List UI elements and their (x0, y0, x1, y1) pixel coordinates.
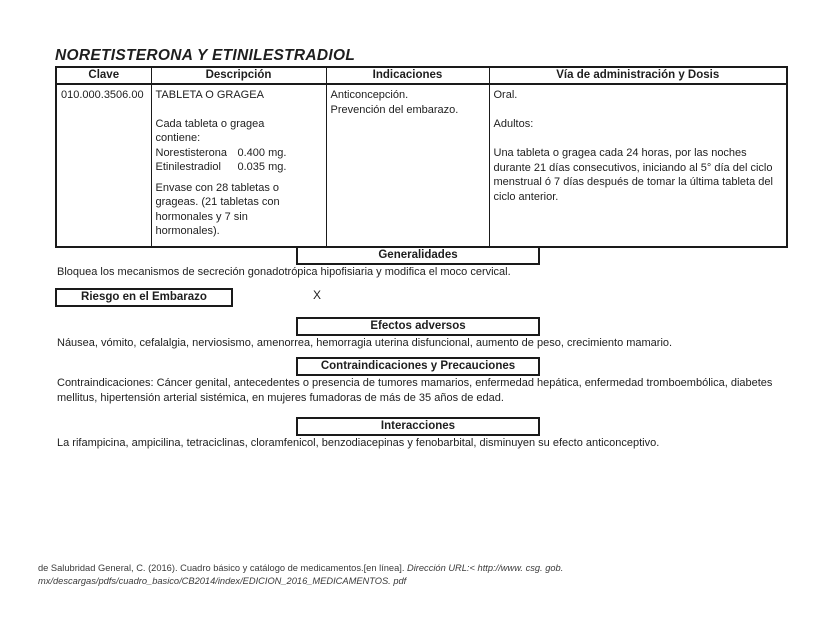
component-row (156, 146, 322, 161)
cell-via-dosis (489, 84, 787, 247)
cell-clave: 010.000.3506.00 (56, 84, 151, 247)
citation-roman-part: de Salubridad General, C. (2016). Cuadro básico y catálogo de medicamentos.[en línea]. (38, 563, 407, 573)
citation-italic-part: Dirección URL:< http://www. csg. gob. (407, 563, 564, 573)
section-heading-interacciones: Interacciones (296, 417, 540, 436)
contains-label: Cada tableta o gragea contiene: (155, 117, 265, 144)
medication-table (55, 66, 788, 248)
efectos-adversos-text: Náusea, vómito, cefalalgia, nerviosismo, amenorrea, hemorragia uterina disfuncional, aumento de peso, crecimiento mamario. (57, 337, 673, 349)
population: Adultos: (493, 118, 534, 130)
cell-descripcion (151, 84, 326, 247)
citation (38, 562, 678, 588)
column-header-descripcion: Descripción (151, 67, 326, 84)
table-header-row (56, 67, 787, 84)
package-description: Envase con 28 tabletas o grageas. (21 tabletas con hormonales y 7 sin hormonales). (155, 181, 280, 237)
component-amount: 0.035 mg. (237, 161, 287, 173)
citation-url-line: mx/descargas/pdfs/cuadro_basico/CB2014/index/EDICION_2016_MEDICAMENTOS. pdf (38, 576, 407, 586)
riesgo-embarazo-value: X (313, 288, 322, 302)
section-heading-generalidades: Generalidades (296, 246, 540, 265)
page-title: NORETISTERONA Y ETINILESTRADIOL (55, 47, 356, 65)
route: Oral. (493, 89, 518, 101)
section-heading-riesgo-embarazo: Riesgo en el Embarazo (55, 288, 233, 307)
indication-line: Prevención del embarazo. (330, 103, 459, 116)
cell-indicaciones (326, 84, 489, 247)
generalidades-text: Bloquea los mecanismos de secreción gonadotrópica hipofisiaria y modifica el moco cervical. (57, 266, 511, 278)
pharmaceutical-form: TABLETA O GRAGEA (155, 89, 264, 101)
column-header-clave: Clave (56, 67, 151, 84)
component-name: Etinilestradiol (155, 161, 221, 173)
component-row (156, 160, 322, 175)
spacer (156, 103, 322, 117)
contraindicaciones-text: Contraindicaciones: Cáncer genital, antecedentes o presencia de tumores mamarios, enfermedad hepática, enfermedad tromboembólica, diabetes mellitus, hipertensión arterial sistémica, en mujeres fumadoras de más de 35 años de edad. (57, 377, 773, 404)
interacciones-text: La rifampicina, ampicilina, tetraciclinas, cloramfenicol, benzodiacepinas y fenobarbital, disminuyen su efecto anticonceptivo. (57, 437, 660, 449)
section-heading-efectos-adversos: Efectos adversos (296, 317, 540, 336)
column-header-via-dosis: Vía de administración y Dosis (489, 67, 787, 84)
component-name: Norestisterona (155, 146, 228, 159)
component-amount: 0.400 mg. (237, 146, 287, 159)
indication-line: Anticoncepción. (330, 89, 409, 101)
dosage-text: Una tableta o gragea cada 24 horas, por las noches durante 21 días consecutivos, iniciando al 5° día del ciclo menstrual ó 7 días después de tomar la última tableta del ciclo anterior. (493, 147, 773, 203)
section-heading-contraindicaciones: Contraindicaciones y Precauciones (296, 357, 540, 376)
table-row (56, 84, 787, 247)
column-header-indicaciones: Indicaciones (326, 67, 489, 84)
